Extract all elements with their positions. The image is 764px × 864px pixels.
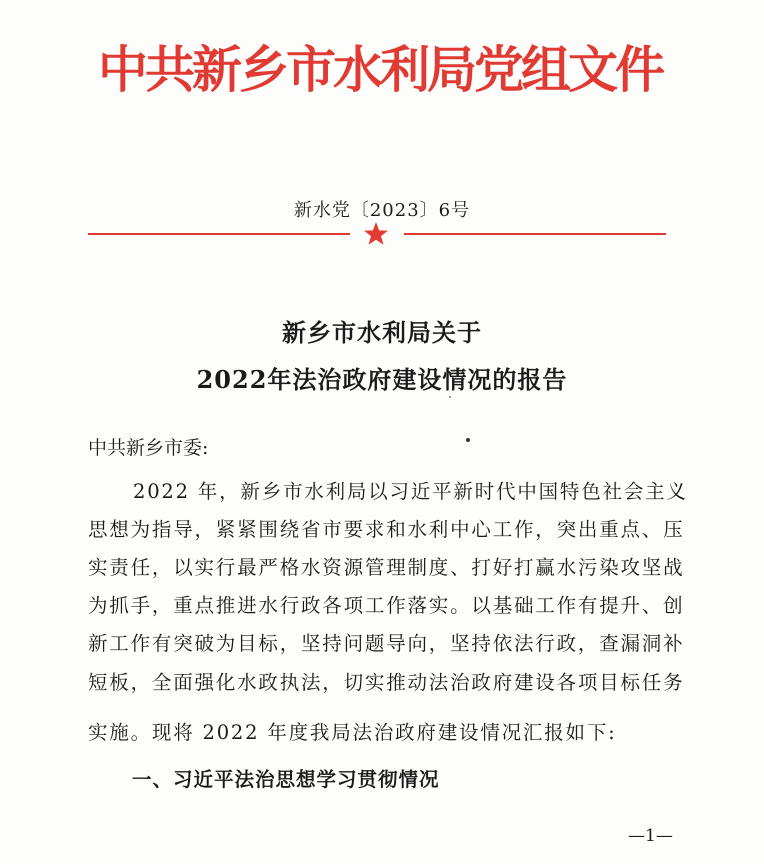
body-line-5: 新工作有突破为目标，坚持问题导向，坚持依法行政，查漏洞补 [88,632,685,655]
body-line-6: 短板，全面强化水政执法，切实推动法治政府建设各项目标任务 [88,671,685,694]
body-line-7: 实施。现将 2022 年度我局法治政府建设情况汇报如下: [88,721,617,744]
section-heading-1: 一、习近平法治思想学习贯彻情况 [132,768,440,791]
body-line-4: 为抓手，重点推进水行政各项工作落实。以基础工作有提升、创 [88,594,685,617]
red-star-icon [363,222,389,246]
red-divider-left [88,233,350,235]
salutation: 中共新乡市委: [88,437,209,459]
page-number: —1— [628,826,673,846]
body-line-1: 2022 年，新乡市水利局以习近平新时代中国特色社会主义 [133,480,688,503]
scan-speck [449,396,451,398]
document-number: 新水党〔2023〕6号 [293,200,471,221]
body-line-2: 思想为指导，紧紧围绕省市要求和水利中心工作，突出重点、压 [88,518,685,541]
report-title-line-2: 2022年法治政府建设情况的报告 [196,365,568,394]
scan-speck [466,438,470,442]
red-divider-right [404,233,666,235]
report-title-line-1: 新乡市水利局关于 [282,318,482,347]
body-line-3: 实责任，以实行最严格水资源管理制度、打好打赢水污染攻坚战 [88,556,685,579]
masthead-title: 中共新乡市水利局党组文件 [98,40,662,99]
